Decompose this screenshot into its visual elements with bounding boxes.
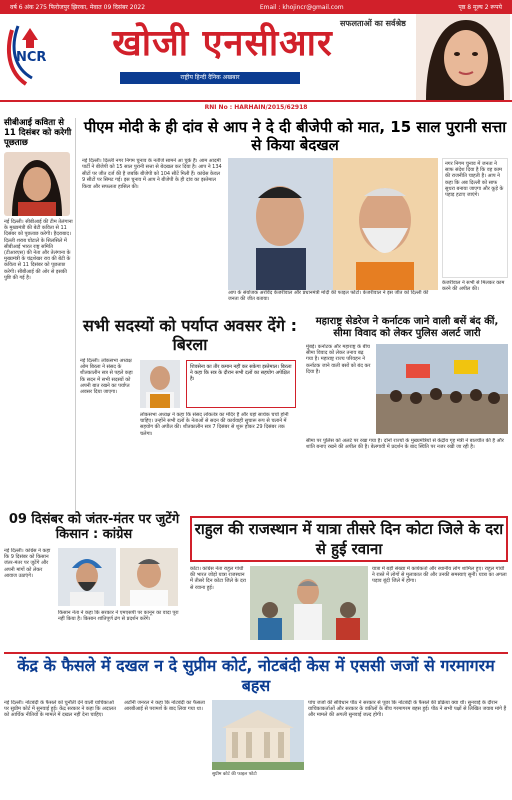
ncr-logo — [4, 20, 62, 90]
farmers-headline[interactable]: 09 दिसंबर को जंतर-मंतर पर जुटेंगे किसान : कांग्रेस — [8, 512, 180, 542]
rni-number: RNI No : HARHAIN/2015/62918 — [204, 104, 308, 111]
subtitle-strip: राष्ट्रीय हिन्दी दैनिक अखबार — [120, 72, 300, 84]
rahul-body-1: कोटा। कांग्रेस नेता राहुल गांधी की भारत जोड़ो यात्रा राजस्थान में तीसरे दिन कोटा जिले के दरा से रवाना हुई। — [190, 566, 246, 591]
supreme-court-photo — [212, 700, 304, 770]
birla-photo — [140, 360, 180, 408]
congress-leader-photo — [120, 548, 178, 606]
karnataka-protest-photo — [376, 344, 508, 434]
sc-photo-caption: सुप्रीम कोर्ट की फाइल फोटो — [212, 772, 257, 777]
birla-body-1: नई दिल्ली। लोकसभा अध्यक्ष ओम बिरला ने संसद के शीतकालीन सत्र से पहले कहा कि सदन में सभी सदस्यों को अपनी बात रखने का पर्याप्त अवसर दिया जाएगा। — [80, 358, 133, 396]
celebrity-photo — [416, 14, 510, 100]
lead-sidebar-tail: केजरीवाल ने सभी से मिलकर काम करने की अपील की। — [442, 280, 505, 293]
birla-body-2: लोकसभा अध्यक्ष ने कहा कि संसद लोकतंत्र का मंदिर है और यहां सार्थक चर्चा होनी चाहिए। उन्होंने सभी दलों के नेताओं से सदन की कार्यवाही सुचारू रूप से चलाने में सहयोग की अपील की। शीतकालीन सत्र 7 दिसंबर से शुरू होकर 29 दिसंबर तक चलेगा। — [140, 412, 289, 437]
kavitha-photo — [4, 152, 70, 216]
sc-body-1: नई दिल्ली। नोटबंदी के फैसले को चुनौती देने वाली याचिकाओं पर सुप्रीम कोर्ट में सुनवाई हुई। केंद्र सरकार ने कहा कि अदालत को आर्थिक नीतियों के मामले में दखल नहीं देना चाहिए। — [4, 700, 117, 719]
lead-photo-collage — [228, 158, 438, 290]
farmer-leader-photo — [58, 548, 116, 606]
top-bar — [0, 0, 512, 14]
left-headline[interactable]: सीबीआई कविता से 11 दिसंबर को करेगी पूछताछ — [4, 118, 72, 148]
email-link[interactable]: Email : khojincr@gmail.com — [259, 3, 344, 11]
supreme-court-headline[interactable]: केंद्र के फैसले में दखल न दे सुप्रीम कोर्ट, नोटबंदी केस में एससी जजों से गरमागरम बहस — [4, 652, 508, 696]
sc-body-3: पांच जजों की संविधान पीठ ने सरकार से पूछा कि नोटबंदी के फैसले की प्रक्रिया क्या थी। सुनवाई के दौरान याचिकाकर्ताओं और सरकार के वकीलों के बीच गरमागरम बहस हुई। पीठ ने सभी पक्षों से लिखित जवाब मांगे हैं और मामले की अगली सुनवाई जल्द होगी। — [308, 700, 507, 719]
left-column-story — [4, 118, 76, 514]
karnataka-body-2: सीमा पर पुलिस को अलर्ट पर रखा गया है। दोनों राज्यों के मुख्यमंत्रियों से केंद्रीय गृह मंत्री ने बातचीत की है और शांति बनाए रखने की अपील की है। बेलगावी में प्रदर्शन के बाद स्थिति पर नजर रखी जा रही है। — [306, 438, 504, 451]
masthead — [0, 14, 512, 102]
birla-headline[interactable]: सभी सदस्यों को पर्याप्त अवसर देंगे : बिरला — [83, 316, 297, 354]
rahul-yatra-headline[interactable]: राहुल की राजस्थान में यात्रा तीसरे दिन कोटा जिले के दरा से हुई रवाना — [190, 516, 508, 562]
logo-text: NCR — [16, 50, 47, 65]
lead-sidebar-box: नगर निगम चुनाव में जनता ने साफ संदेश दिया है कि वह काम की राजनीति चाहती है। आप ने कहा कि अब दिल्ली को साफ सुथरा बनाया जाएगा और कूड़े के पहाड़ हटाए जाएंगे। — [442, 158, 508, 278]
price-info: पृष्ठ 8 मूल्य 2 रूपये — [458, 4, 502, 11]
left-story-text: नई दिल्ली। सीबीआई की टीम तेलंगाना के मुख्यमंत्री की बेटी कविता से 11 दिसंबर को पूछताछ करेगी। हैदराबाद। दिल्ली शराब घोटाले के सिलसिले में सीबीआई भारत राष्ट्र समिति (टीआरएस) की नेता और तेलंगाना के मुख्यमंत्री के चंद्रशेखर राव की बेटी के कविता से 11 दिसंबर को पूछताछ करेगी। सीबीआई की ओर से इसकी पुष्टि की गई है। — [4, 219, 73, 281]
karnataka-body-1: मुंबई। कर्नाटक और महाराष्ट्र के बीच सीमा विवाद को लेकर तनाव बढ़ गया है। महाराष्ट्र राज्य परिवहन ने कर्नाटक जाने वाली बसों को बंद कर दिया है। — [306, 344, 371, 375]
newspaper-title: खोजी एनसीआर — [112, 23, 333, 64]
farmers-body-2: किसान नेता ने कहा कि सरकार ने एमएसपी पर कानून का वादा पूरा नहीं किया है। किसान शांतिपूर्ण ढंग से प्रदर्शन करेंगे। — [58, 610, 179, 623]
rahul-yatra-photo — [250, 566, 368, 640]
farmers-body-1: नई दिल्ली। कांग्रेस ने कहा कि 9 दिसंबर को किसान जंतर-मंतर पर जुटेंगे और अपनी मांगों को लेकर आवाज उठाएंगे। — [4, 548, 51, 579]
lead-body-1: नई दिल्ली। दिल्ली नगर निगम चुनाव के नतीजे सामने आ चुके हैं। आम आदमी पार्टी ने बीजेपी को 15 साल पुरानी सत्ता से बेदखल कर दिया है। आप ने 134 सीटों पर जीत दर्ज की है जबकि बीजेपी को 104 सीटें मिली हैं। कांग्रेस केवल 9 सीटों पर सिमट गई। इस चुनाव में आप ने बीजेपी के ही दांव का इस्तेमाल किया और सफलता हासिल की। — [82, 158, 222, 190]
birla-boxed-story: शिवसेना का तीर कमान नहीं कर सकेगा इस्तेमाल। बिरला ने कहा कि सत्र के दौरान सभी दलों का सहयोग अपेक्षित है। — [186, 360, 296, 408]
tagline: सफलताओं का सर्वश्रेष्ठ — [340, 19, 406, 28]
lead-headline[interactable]: पीएम मोदी के ही दांव से आप ने दे दी बीजेपी को मात, 15 साल पुरानी सत्ता से किया बेदखल — [83, 118, 507, 154]
sc-body-2: अटॉर्नी जनरल ने कहा कि नोटबंदी का फैसला आरबीआई से परामर्श के बाद लिया गया था। — [124, 700, 205, 713]
karnataka-headline[interactable]: महाराष्ट्र सेडरेज ने कर्नाटक जाने वाली बसें बंद कीं, सीमा विवाद को लेकर पुलिस अलर्ट जारी — [315, 316, 499, 339]
rahul-body-2: यात्रा में बड़ी संख्या में कार्यकर्ता और स्थानीय लोग शामिल हुए। राहुल गांधी ने रास्ते में लोगों से मुलाकात की और उनकी समस्याएं सुनीं। यात्रा का अगला पड़ाव बूंदी जिले में होगा। — [372, 566, 507, 585]
edition-info: वर्ष 6 अंक 275 फिरोजपुर झिरका, मेवात 09 दिसंबर 2022 — [10, 4, 146, 11]
lead-photo-caption: आप के संयोजक अरविंद केजरीवाल और प्रधानमंत्री मोदी की फाइल फोटो। केजरीवाल ने इस जीत को दिल्ली की जनता की जीत बताया। — [228, 290, 429, 303]
